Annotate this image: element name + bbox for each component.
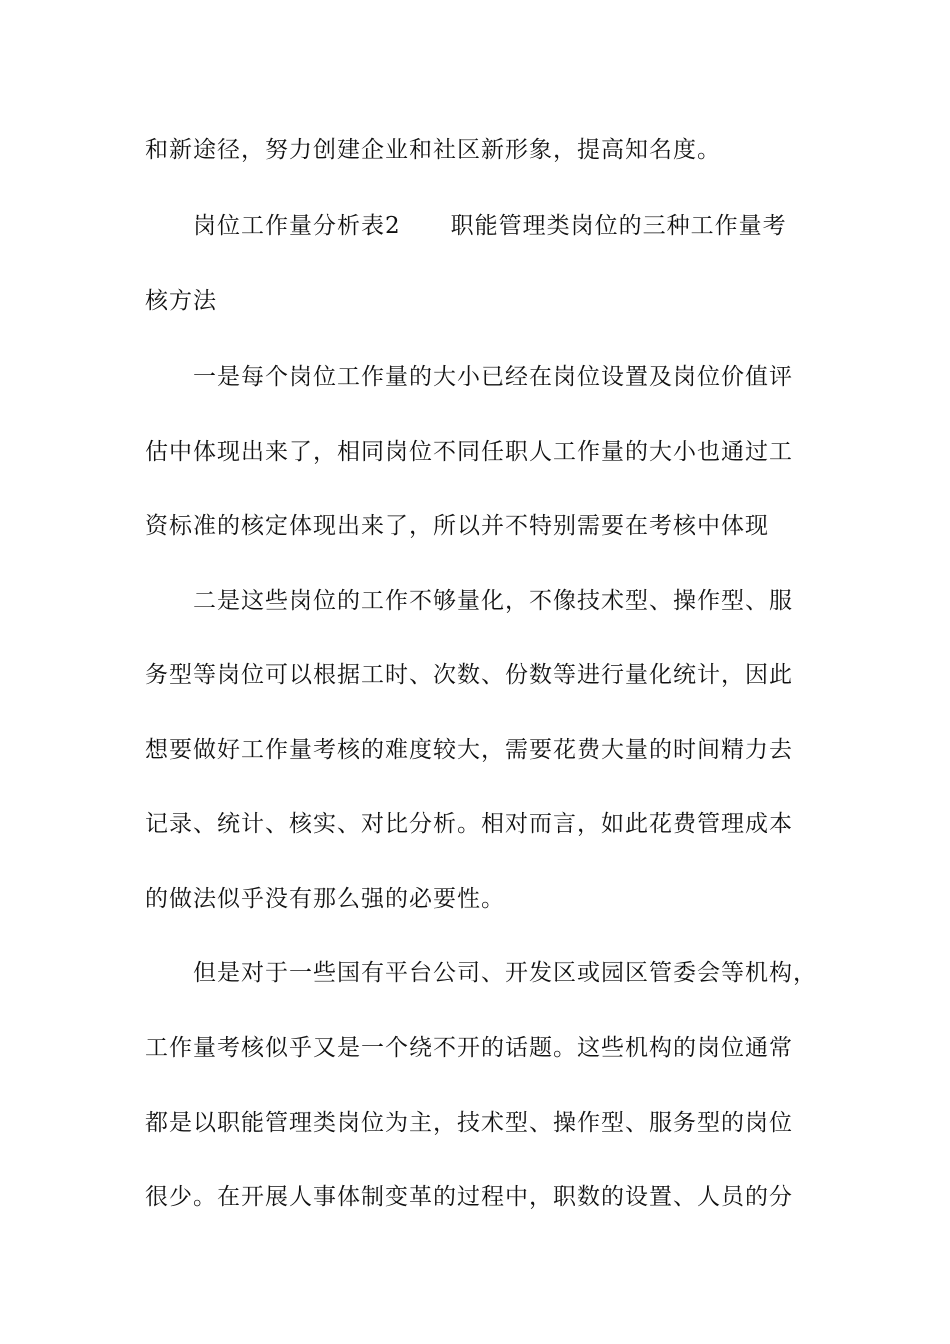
text-line: 二是这些岗位的工作不够量化，不像技术型、操作型、服 — [193, 588, 793, 614]
text-line: 记录、统计、核实、对比分析。相对而言，如此花费管理成本 — [145, 811, 793, 837]
text-line: 资标准的核定体现出来了，所以并不特别需要在考核中体现 — [145, 513, 769, 539]
text-line: 核方法 — [145, 288, 217, 314]
text-line: 一是每个岗位工作量的大小已经在岗位设置及岗位价值评 — [193, 364, 793, 390]
text-line: 都是以职能管理类岗位为主，技术型、操作型、服务型的岗位 — [145, 1110, 793, 1136]
heading-title: 岗位工作量分析表2 — [193, 213, 401, 239]
text-line: 但是对于一些国有平台公司、开发区或园区管委会等机构， — [193, 960, 817, 986]
text-line: 很少。在开展人事体制变革的过程中，职数的设置、人员的分 — [145, 1184, 793, 1210]
text-line: 估中体现出来了，相同岗位不同任职人工作量的大小也通过工 — [145, 439, 793, 465]
text-line: 想要做好工作量考核的难度较大，需要花费大量的时间精力去 — [145, 737, 793, 763]
text-line: 和新途径，努力创建企业和社区新形象，提高知名度。 — [145, 137, 721, 163]
heading-line — [193, 210, 787, 242]
text-line: 工作量考核似乎又是一个绕不开的话题。这些机构的岗位通常 — [145, 1035, 793, 1061]
text-line: 的做法似乎没有那么强的必要性。 — [145, 886, 505, 912]
text-line: 务型等岗位可以根据工时、次数、份数等进行量化统计，因此 — [145, 662, 793, 688]
heading-subtitle: 职能管理类岗位的三种工作量考 — [450, 213, 787, 239]
